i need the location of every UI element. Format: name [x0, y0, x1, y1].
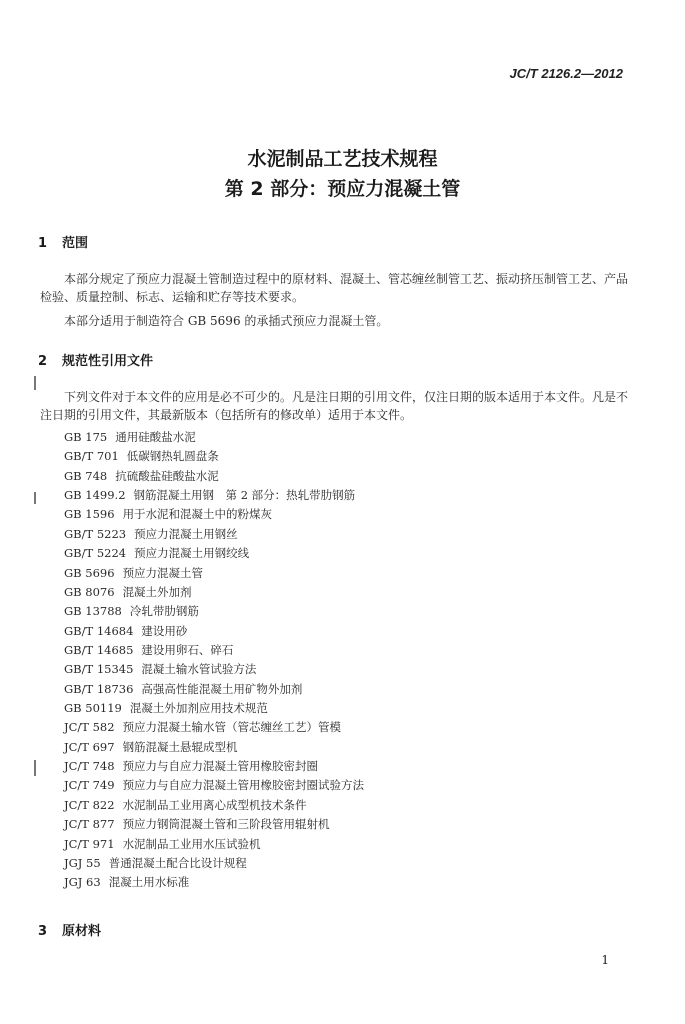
reference-item [64, 757, 364, 776]
reference-item [64, 447, 364, 466]
reference-code: JC/T 748 [64, 759, 115, 774]
reference-item [64, 660, 364, 679]
reference-title: 冷轧带肋钢筋 [129, 604, 199, 619]
reference-code: GB 50119 [64, 701, 122, 716]
reference-title: 预应力混凝土输水管（管芯缠丝工艺）管模 [122, 720, 342, 735]
section-number: 1 [38, 236, 48, 251]
reference-code: GB/T 701 [64, 449, 119, 464]
reference-title: 钢筋混凝土悬辊成型机 [122, 739, 238, 754]
reference-code: GB 1499.2 [64, 488, 126, 503]
scan-artifact [34, 376, 36, 390]
reference-code: JGJ 63 [64, 875, 101, 890]
reference-code: JC/T 697 [64, 739, 115, 754]
reference-item [64, 796, 364, 815]
reference-title: 抗硫酸盐硅酸盐水泥 [115, 468, 219, 483]
reference-title: 普通混凝土配合比设计规程 [108, 855, 247, 870]
reference-item [64, 738, 364, 757]
scan-artifact [34, 492, 36, 504]
reference-item [64, 525, 364, 544]
reference-item [64, 699, 364, 718]
reference-code: GB/T 5223 [64, 526, 127, 541]
reference-list [64, 428, 364, 893]
reference-code: GB 175 [64, 430, 108, 444]
reference-code: JC/T 822 [64, 797, 115, 812]
section-heading-normative-references [38, 350, 153, 369]
reference-code: GB 8076 [64, 584, 115, 599]
reference-title: 混凝土外加剂 [122, 584, 192, 599]
reference-code: GB/T 14684 [64, 623, 134, 638]
reference-item [64, 815, 364, 834]
reference-title: 用于水泥和混凝土中的粉煤灰 [122, 507, 273, 522]
reference-title: 预应力混凝土管 [122, 565, 204, 580]
reference-title: 预应力与自应力混凝土管用橡胶密封圈试验方法 [122, 778, 365, 793]
scan-artifact [34, 760, 36, 776]
section-title: 原材料 [62, 924, 102, 939]
standard-code: JC/T 2126.2—2012 [509, 66, 623, 81]
reference-title: 混凝土外加剂应用技术规范 [129, 701, 268, 716]
reference-item [64, 835, 364, 854]
reference-title: 建设用卵石、碎石 [141, 642, 234, 657]
reference-code: JGJ 55 [64, 855, 101, 870]
normative-intro-paragraph: 下列文件对于本文件的应用是必不可少的。凡是注日期的引用文件，仅注日期的版本适用于本文件。凡是不注日期的引用文件，其最新版本（包括所有的修改单）适用于本文件。 [40, 390, 629, 422]
document-title: 水泥制品工艺技术规程 [247, 148, 438, 170]
section-heading-scope [38, 232, 88, 251]
reference-code: GB 13788 [64, 604, 122, 619]
reference-title: 预应力与自应力混凝土管用橡胶密封圈 [122, 759, 319, 774]
reference-item [64, 467, 364, 486]
reference-item [64, 622, 364, 641]
reference-code: JC/T 971 [64, 836, 115, 851]
scope-paragraph-1: 本部分规定了预应力混凝土管制造过程中的原材料、混凝土、管芯缠丝制管工艺、振动挤压制管工艺、产品检验、质量控制、标志、运输和贮存等技术要求。 [40, 272, 629, 304]
reference-title: 通用硅酸盐水泥 [115, 430, 196, 444]
section-number: 3 [38, 924, 48, 939]
reference-title: 钢筋混凝土用钢 第 2 部分：热轧带肋钢筋 [133, 488, 356, 503]
reference-item [64, 854, 364, 873]
reference-title: 高强高性能混凝土用矿物外加剂 [141, 681, 303, 696]
reference-title: 水泥制品工业用离心成型机技术条件 [122, 797, 307, 812]
reference-code: JC/T 582 [64, 720, 115, 735]
section-number: 2 [38, 354, 48, 369]
reference-title: 建设用砂 [141, 623, 188, 638]
reference-item [64, 544, 364, 563]
reference-item [64, 583, 364, 602]
reference-item [64, 486, 364, 505]
scope-paragraph-2: 本部分适用于制造符合 GB 5696 的承插式预应力混凝土管。 [64, 314, 389, 328]
reference-title: 混凝土用水标准 [108, 875, 190, 890]
reference-code: JC/T 749 [64, 778, 115, 793]
reference-code: GB 1596 [64, 507, 115, 522]
reference-code: GB/T 15345 [64, 662, 134, 677]
reference-item [64, 505, 364, 524]
reference-item [64, 564, 364, 583]
reference-title: 水泥制品工业用水压试验机 [122, 836, 261, 851]
document-subtitle: 第 2 部分：预应力混凝土管 [224, 178, 461, 200]
reference-title: 低碳钢热轧圆盘条 [126, 449, 219, 464]
section-title: 范围 [62, 236, 89, 251]
reference-title: 混凝土输水管试验方法 [141, 662, 257, 677]
section-title: 规范性引用文件 [62, 354, 154, 369]
reference-title: 预应力钢筒混凝土管和三阶段管用辊射机 [122, 817, 330, 832]
page-number: 1 [601, 953, 609, 967]
reference-code: JC/T 877 [64, 817, 115, 832]
reference-item [64, 873, 364, 892]
section-heading-raw-materials [38, 920, 101, 939]
reference-code: GB/T 18736 [64, 681, 134, 696]
reference-code: GB 748 [64, 468, 108, 483]
reference-item [64, 776, 364, 795]
reference-item [64, 718, 364, 737]
reference-item [64, 641, 364, 660]
reference-title: 预应力混凝土用钢绞线 [134, 546, 250, 561]
reference-code: GB/T 14685 [64, 642, 134, 657]
reference-item [64, 428, 364, 447]
reference-code: GB 5696 [64, 565, 115, 580]
reference-title: 预应力混凝土用钢丝 [134, 526, 238, 541]
reference-item [64, 680, 364, 699]
reference-item [64, 602, 364, 621]
reference-code: GB/T 5224 [64, 546, 127, 561]
